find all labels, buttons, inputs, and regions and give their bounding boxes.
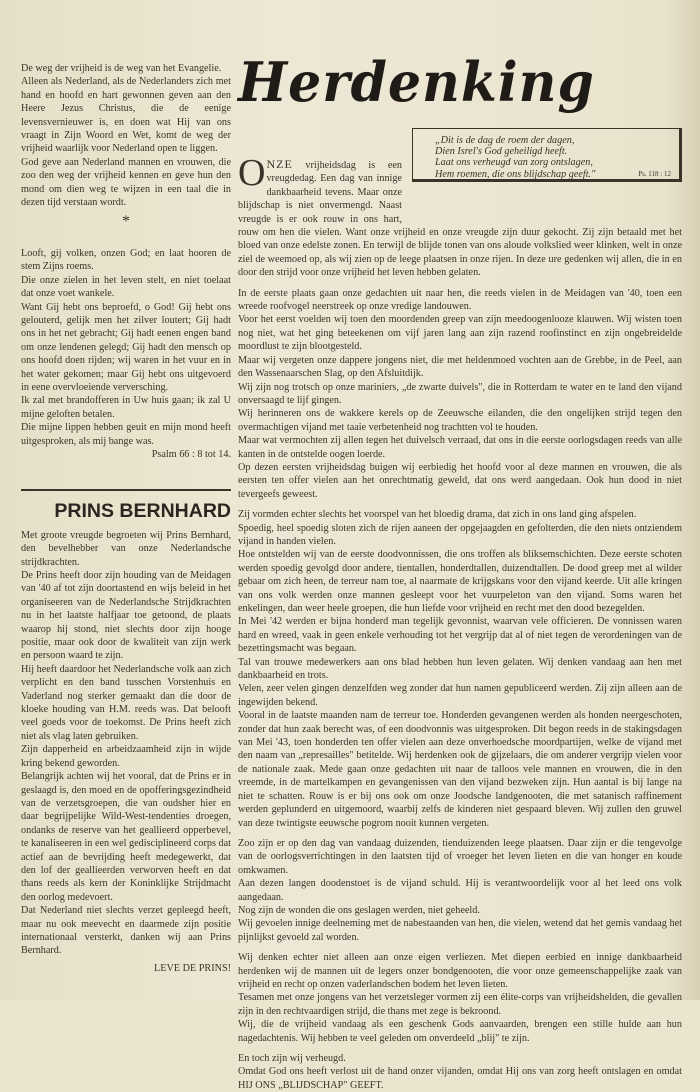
quote-line: Laat ons verheugd van zorg ontslagen, <box>435 157 593 169</box>
quote-line: Hem roemen, die ons blijdschap geeft." <box>435 168 596 180</box>
intro-paragraph: Alleen als Nederland, als de Nederlanders zich met hand en hoofd en hart gewonnen geven aan den Heere Jezus Christus, die de eenige levensvernieuwer is, en doen wat Hij van ons vraagt in Zijn Woord en Wet, komt de weg der vrijheid waarlijk voor Nederland open te liggen. <box>21 76 231 155</box>
article-paragraph: Maar wij vergeten onze dappere jongens niet, die met heldenmoed vochten aan de Grebbe, in de Peel, aan den Wassenaarschen Slag, op den Afsluitdijk. <box>238 354 682 380</box>
article-paragraph: Tal van trouwe medewerkers aan ons blad hebben hun leven gelaten. Wij denken vandaag aan hen met dankbaarheid en trots. <box>238 656 682 682</box>
article-title: Herdenking <box>238 50 595 115</box>
article-paragraph: Aan dezen langen doodenstoet is de vijand schuld. Hij is verantwoordelijk voor al het leed ons volk aangedaan. <box>238 878 682 903</box>
psalm-verse: Die onze zielen in het leven stelt, en niet toelaat dat onze voet wankele. <box>21 274 231 300</box>
psalm-verse: Ik zal met brandofferen in Uw huis gaan; ik zal U mijne geloften betalen. <box>21 395 231 420</box>
article-paragraph: Voor het eerst voelden wij toen den moordenden greep van zijn meedoogenlooze klauwen. Wij wisten toen nog niet, wat het ging beteekenen om vijf jaren lang aan zijn razend roofinstinct en zijn ongebreidelde moordlust te zijn blootgesteld. <box>238 314 682 353</box>
paragraph-gap <box>238 944 682 951</box>
intro-paragraph: God geve aan Nederland mannen en vrouwen, die zoo den weg der vrijheid kennen en geve hun den mond om dien weg te wijzen in een taal die in dezen tijd verstaan wordt. <box>21 156 231 209</box>
article-paragraph: Wij gevoelen innige deelneming met de nabestaanden van hen, die vielen, wetend dat het gemis vandaag het pijnlijkst gevoeld zal worden. <box>238 918 682 943</box>
quote-box <box>412 128 682 182</box>
paragraph-gap <box>238 830 682 837</box>
opening-text: vrijheidsdag is een vreugdedag. Een dag van innige dankbaarheid tevens. Maar onze blijdschap is niet onvermengd. Naast vreugde is er ook rouw in ons hart, rouw om hen die vielen. Want onze vrijheid en onze vreugde zijn duur gekocht. Zij zijn betaald met het bloed van onze edelste zonen. En terwijl de blijde tonen van ons aloude volkslied weer klinken, welt in onze ziel de weemoed op, als wij zien op de leege plaatsen in onze rijen. In deze ure gedenken wij allen, die in en door den strijd voor onze vrijheid het leven hebben gelaten. <box>238 160 682 279</box>
opening-caps: NZE <box>266 157 293 171</box>
article-paragraph: Nog zijn de wonden die ons geslagen werden, niet geheeld. <box>238 904 480 916</box>
article-paragraph: Hoe ontstelden wij van de eerste doodvonnissen, die ons troffen als bliksemschichten. Deze eerste schoten werden spoedig gevolgd door andere, tientallen, honderdtallen, duizendtallen. De dood greep met al wilder gebaar om zich heen, de terreur nam toe, al naarmate de krijgskans voor den vijand keerde. Uit alle kringen van ons volk werden onze mannen gesleept voor het vuurpeleton van den vijand. Soms waren het enkelingen, dan weer heele groepen, die hun liefde voor vrijheid en recht met den dood bezegelden. <box>238 549 682 614</box>
psalm-verse: Die mijne lippen hebben geuit en mijn mond heeft uitgesproken, als mij bange was. <box>21 422 231 447</box>
psalm-verse: Want Gij hebt ons beproefd, o God! Gij hebt ons gelouterd, gelijk men het zilver loutert; Gij hadt ons in het net gebracht; Gij hadt eenen engen band om onze lendenen gelegd; Gij hadt den mensch op ons hoofd doen rijden; wij waren in het vuur en in het water gekomen; maar Gij hebt ons uitgevoerd in eene overvloeiende verversching. <box>21 301 231 393</box>
quote-reference: Ps. 118 : 12 <box>638 169 671 178</box>
psalm-verse: Looft, gij volken, onzen God; en laat hooren de stem Zijns roems. <box>21 247 231 273</box>
section-divider <box>21 489 231 491</box>
article-paragraph: Maar wat vermochten zij allen tegen het duivelsch verraad, dat ons in die eerste oorlogsdagen reeds van alle kanten in de ontstelde oogen loerde. <box>238 435 682 460</box>
bernhard-paragraph: Met groote vreugde begroeten wij Prins Bernhard, den bevelhebber van onze Nederlandsche strijdkrachten. <box>21 529 231 568</box>
paragraph-gap <box>238 501 682 508</box>
article-paragraph: Omdat God ons heeft verlost uit de hand onzer vijanden, omdat Hij ons van zorg heeft ontslagen en omdat HIJ ONS „BLIJDSCHAP" GEEFT. <box>238 1066 682 1091</box>
article-paragraph: Tesamen met onze jongens van het verzetsleger vormen zij een élite-corps van vrijheidshelden, die gevallen zijn in den rechtvaardigen strijd, die thans met zege is bekroond. <box>238 992 682 1017</box>
article-paragraph: Spoedig, heel spoedig sloten zich de rijen aaneen der opgejaagden en gefolterden, die den niets ontziendem vijand in handen vielen. <box>238 522 682 547</box>
article-paragraph: Op dezen eersten vrijheidsdag buigen wij eerbiedig het hoofd voor al deze mannen en vrouwen, die als eersten ten offer vielen aan het onrechtmatig geweld, dat ons werd aangedaan. Ook hun dood in niet tevergeefs geweest. <box>238 461 682 500</box>
bernhard-paragraph: Hij heeft daardoor het Nederlandsche volk aan zich verplicht en den band tusschen Vorstenhuis en Vaderland nog sterker gemaakt dan die door de kloeke houding van H.M. reeds was. Dat belooft veel goeds voor de toekomst. De Prins heeft zich niet als vlag laten gebruiken. <box>21 663 231 742</box>
bernhard-paragraph: Belangrijk achten wij het vooral, dat de Prins er in geslaagd is, den moed en de opofferingsgezindheid van de verzetsgroepen, die van oudsher hier en daar begrijpelijke Wild-West-tendenties droegen, ondanks de reserve van het geallieerd opperbevel, te kanaliseeren in een wel gedisciplineerd corps dat actief aan de bevrijding heeft medegewerkt, dat den lof der geallieerden verworven heeft en dat thans reeds als kern der Koninklijke Strijdmacht den oorlog medevoert. <box>21 771 231 903</box>
article-paragraph: Zij vormden echter slechts het voorspel van het bloedig drama, dat zich in ons land ging afspelen. <box>238 509 637 521</box>
article-paragraph: Velen, zeer velen gingen denzelfden weg zonder dat hun namen gepubliceerd werden. Zij zijn alleen aan de ingewijden bekend. <box>238 683 682 708</box>
paragraph-gap <box>238 1045 682 1052</box>
article-paragraph: Zoo zijn er op den dag van vandaag duizenden, tienduizenden leege plaatsen. Daar zijn er die tengevolge van de oorlogsverrichtingen in den laatsten tijd of vroeger het leven lieten en die van honger en koude omkwamen. <box>238 837 682 876</box>
article-paragraph: Wij, die de vrijheid vandaag als een geschenk Gods aanvaarden, brengen een stille hulde aan hun nagedachtenis. Wij hebben te veel geleden om onverdeeld „blij" te zijn. <box>238 1019 682 1044</box>
left-column <box>21 62 231 975</box>
article-paragraph: Wij zijn nog trotsch op onze mariniers, „de zwarte duivels", die in Rotterdam te water en te land den vijand onversaagd te lijf gingen. <box>238 381 682 406</box>
bernhard-paragraph: Zijn dapperheid en arbeidzaamheid zijn in wijde kring bekend geworden. <box>21 744 231 769</box>
intro-paragraph: De weg der vrijheid is de weg van het Evangelie. <box>21 63 222 74</box>
quote-line: „Dit is de dag de roem der dagen, <box>435 135 575 146</box>
article-paragraph: Wij denken echter niet alleen aan onze eigen verliezen. Met diepen eerbied en innige dankbaarheid herdenken wij de mannen uit de legers onzer bondgenooten, die voor onze gemeenschappelijke zaak van vrijheid en recht op onzen vaderlandschen bodem het leven lieten. <box>238 952 682 990</box>
article-paragraph: In Mei '42 werden er bijna honderd man tegelijk gevonnist, waarvan vele officieren. De vonnissen waren hard en wreed, vaak in geen enkele verhouding tot het vergrijp dat al of niet tegen de verordeningen van de bezettingsmacht was begaan. <box>238 616 682 655</box>
right-column <box>238 128 682 1092</box>
asterisk-divider: * <box>122 213 130 231</box>
bernhard-heading: PRINS BERNHARD <box>54 500 231 523</box>
psalm-reference: Psalm 66 : 8 tot 14. <box>151 448 231 460</box>
article-paragraph: In de eerste plaats gaan onze gedachten uit naar hen, die reeds vielen in de Meidagen van '40, toen een wreede roofvogel neerstreek op onze vredige landouwen. <box>238 287 682 313</box>
bernhard-paragraph: De Prins heeft door zijn houding van de Meidagen van '40 af tot zijn doortastend en wijs beleid in het organiseeren van de Nederlandsche Strijdkrachten nu in het laatste halfjaar toe getoond, de plaats waarop hij stond, niet slechts door zijn hooge positie, maar ook door de kwaliteit van zijn werk en persoon waard te zijn. <box>21 570 231 662</box>
quote-line: Dien Isrel's God geheiligd heeft. <box>435 146 568 158</box>
bernhard-paragraph: Dat Nederland niet slechts verzet gepleegd heeft, maar nu ook meevecht en daarmede zijn positie internationaal versterkt, danken wij aan Prins Bernhard. <box>21 905 231 957</box>
article-paragraph: En toch zijn wij verheugd. <box>238 1053 346 1064</box>
drop-cap: O <box>238 152 266 194</box>
article-paragraph: Wij herinneren ons de wakkere kerels op de Zeeuwsche eilanden, die den ongelijken strijd tegen den overmachtigen vijand met taaie verbetenheid nog trachtten vol te houden. <box>238 408 682 433</box>
closing-line: LEVE DE PRINS! <box>154 962 231 974</box>
article-paragraph: Vooral in de laatste maanden nam de terreur toe. Honderden gevangenen werden als honden neergeschoten, zonder dat hun zaak berecht was, of een doodvonnis was uitgesproken. Dit begon reeds in de stakingsdagen van Mei '43, toen honderden ten offer vielen aan deze onverhoedsche moordpartijen, welke de vijand met den naam van „represailles" betitelde. Wij herdenken ook de gijzelaars, die om anderer vergrijp vielen voor de nationale zaak. Mede gaan onze gedachten uit naar de talloos vele mannen en vrouwen, die in den vreemde, in de martelkampen en gevangenissen van den vijand bezweken zijn. Hun aantal is bij lange na niet te schatten. Rouw is er bij ons ook om onze Joodsche landgenooten, die met satanisch raffinement werden geplunderd en uitgemoord, waarbij zelfs de kinderen niet gespaard bleven. Wij zullen den gruwel van deze twintigste eeuwsche pogrom nooit kunnen vergeten. <box>238 710 682 829</box>
